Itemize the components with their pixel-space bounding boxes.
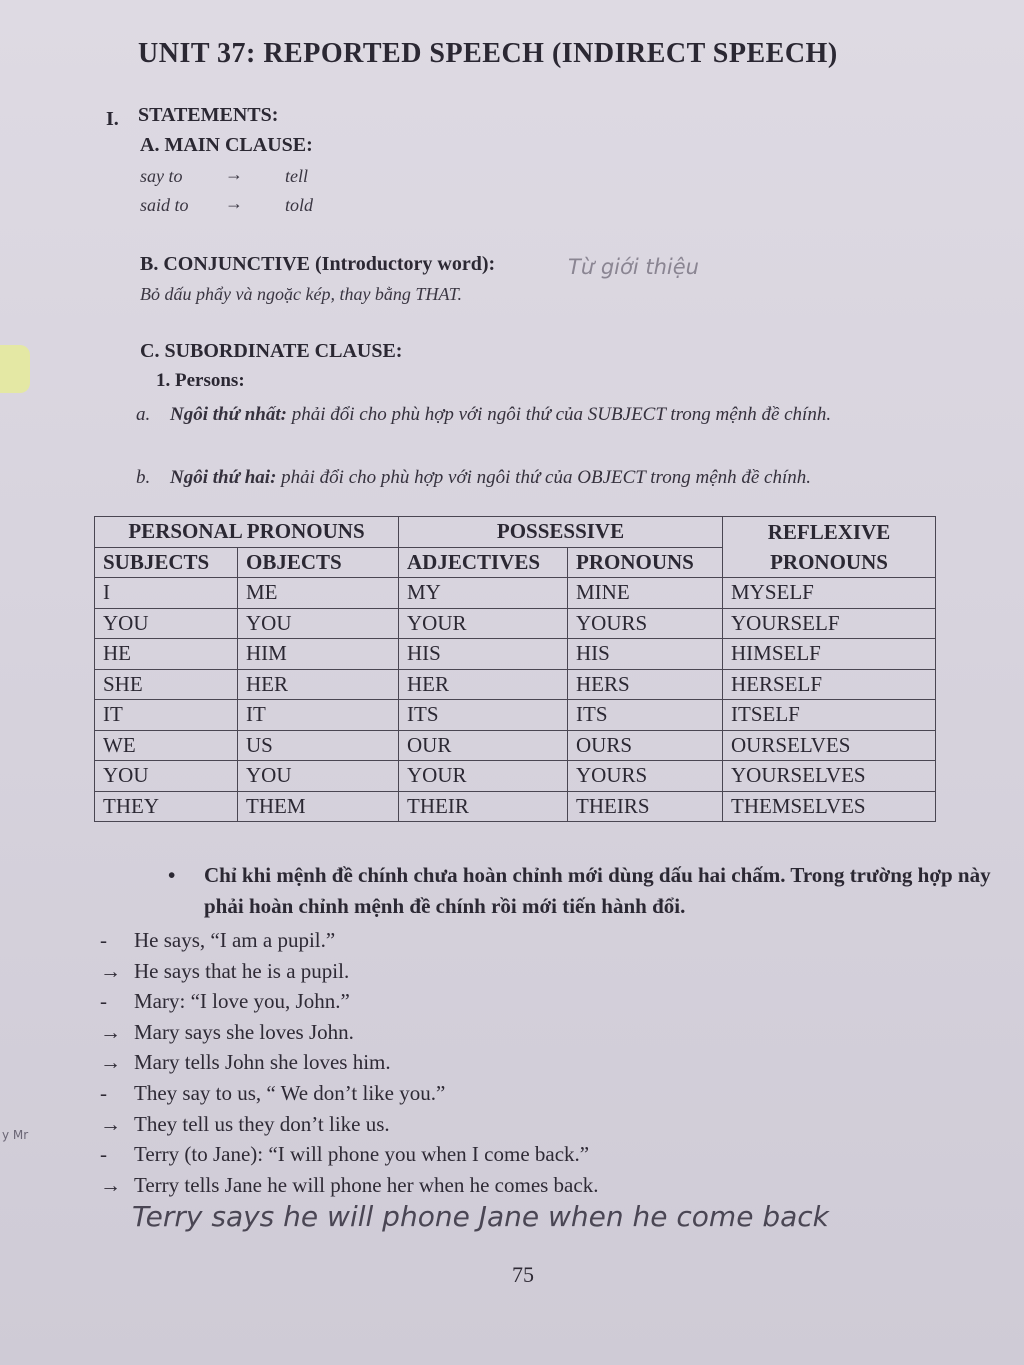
example-line xyxy=(100,959,349,984)
header-reflexive-pronouns: REFLEXIVE PRONOUNS xyxy=(723,517,936,578)
arrow-icon: → xyxy=(225,193,243,213)
subject-cell: WE xyxy=(95,730,238,761)
table-row xyxy=(95,791,936,822)
reflexive-cell: YOURSELVES xyxy=(723,761,936,792)
reflexive-cell: YOURSELF xyxy=(723,608,936,639)
reflexive-cell: OURSELVES xyxy=(723,730,936,761)
table-row xyxy=(95,578,936,609)
example-text: Terry tells Jane he will phone her when he comes back. xyxy=(134,1172,599,1197)
possessive-adjective-cell: YOUR xyxy=(399,761,568,792)
rule-text: phải đổi cho phù hợp với ngôi thứ của SUBJECT trong mệnh đề chính. xyxy=(291,404,832,425)
object-cell: YOU xyxy=(238,761,399,792)
rule-text: phải đổi cho phù hợp với ngôi thứ của OBJECT trong mệnh đề chính. xyxy=(281,467,812,488)
pronoun-table xyxy=(94,516,936,822)
example-text: Mary says she loves John. xyxy=(134,1019,354,1044)
rule-marker: b. xyxy=(136,467,151,488)
margin-note: y Mr xyxy=(2,1128,29,1142)
arrow-icon: → xyxy=(100,1050,121,1075)
bullet-text: Chỉ khi mệnh đề chính chưa hoàn chỉnh mới dùng dấu hai chấm. Trong trường hợp này phải hoàn chỉnh mệnh đề chính rồi mới tiến hành đổi. xyxy=(204,863,991,918)
arrow-icon: → xyxy=(100,958,121,983)
rule-marker: a. xyxy=(136,404,151,425)
reflexive-cell: ITSELF xyxy=(723,700,936,731)
example-text: He says, “I am a pupil.” xyxy=(134,928,336,952)
conjunctive-heading: B. CONJUNCTIVE (Introductory word): xyxy=(140,253,496,275)
object-cell: HER xyxy=(238,669,399,700)
table-row xyxy=(95,700,936,731)
reflexive-cell: THEMSELVES xyxy=(723,791,936,822)
header-pronouns: PRONOUNS xyxy=(568,547,723,578)
header-possessive: POSSESSIVE xyxy=(399,517,723,548)
table-row xyxy=(95,730,936,761)
possessive-pronoun-cell: ITS xyxy=(568,700,723,731)
possessive-pronoun-cell: HIS xyxy=(568,639,723,670)
handwritten-note: Từ giới thiệu xyxy=(568,255,699,279)
header-subjects: SUBJECTS xyxy=(95,547,238,578)
example-text: They say to us, “ We don’t like you.” xyxy=(134,1081,446,1105)
example-line xyxy=(100,1173,598,1198)
possessive-adjective-cell: HIS xyxy=(399,639,568,670)
object-cell: THEM xyxy=(238,791,399,822)
arrow-icon: → xyxy=(100,1019,121,1044)
possessive-adjective-cell: HER xyxy=(399,669,568,700)
section-heading-statements: STATEMENTS: xyxy=(138,104,279,126)
handwritten-answer: Terry says he will phone Jane when he come back xyxy=(132,1200,829,1233)
possessive-pronoun-cell: HERS xyxy=(568,669,723,700)
subordinate-heading: C. SUBORDINATE CLAUSE: xyxy=(140,340,403,362)
subject-cell: SHE xyxy=(95,669,238,700)
possessive-adjective-cell: THEIR xyxy=(399,791,568,822)
example-text: Terry (to Jane): “I will phone you when I come back.” xyxy=(134,1142,590,1167)
dash-marker: - xyxy=(100,989,107,1014)
persons-heading: 1. Persons: xyxy=(156,370,245,391)
dash-marker: - xyxy=(100,1081,107,1105)
subject-cell: YOU xyxy=(95,608,238,639)
object-cell: ME xyxy=(238,578,399,609)
rule-label: Ngôi thứ nhất: xyxy=(170,404,287,425)
arrow-icon: → xyxy=(225,164,243,184)
section-number: I. xyxy=(106,108,119,130)
example-line xyxy=(100,1020,354,1045)
possessive-adjective-cell: MY xyxy=(399,578,568,609)
example-line xyxy=(100,1142,589,1167)
table-group-header-row xyxy=(95,517,936,548)
table-row xyxy=(95,608,936,639)
main-clause-to-1: tell xyxy=(285,166,308,186)
subject-cell: IT xyxy=(95,700,238,731)
example-text: Mary tells John she loves him. xyxy=(134,1050,391,1075)
subject-cell: I xyxy=(95,578,238,609)
header-adjectives: ADJECTIVES xyxy=(399,547,568,578)
highlighter-mark xyxy=(0,345,30,393)
table-row xyxy=(95,639,936,670)
main-clause-from-2: said to xyxy=(140,195,189,215)
possessive-pronoun-cell: THEIRS xyxy=(568,791,723,822)
possessive-pronoun-cell: MINE xyxy=(568,578,723,609)
example-text: Mary: “I love you, John.” xyxy=(134,989,350,1014)
possessive-pronoun-cell: OURS xyxy=(568,730,723,761)
main-clause-heading: A. MAIN CLAUSE: xyxy=(140,134,313,156)
example-line xyxy=(100,1081,445,1106)
subject-cell: HE xyxy=(95,639,238,670)
rule-label: Ngôi thứ hai: xyxy=(170,467,277,488)
possessive-adjective-cell: YOUR xyxy=(399,608,568,639)
table-body xyxy=(95,578,936,822)
subject-cell: YOU xyxy=(95,761,238,792)
dash-marker: - xyxy=(100,928,107,952)
dash-marker: - xyxy=(100,1142,107,1167)
example-line xyxy=(100,989,350,1014)
subject-cell: THEY xyxy=(95,791,238,822)
example-line xyxy=(100,928,335,953)
main-clause-to-2: told xyxy=(285,195,314,215)
possessive-pronoun-cell: YOURS xyxy=(568,761,723,792)
page-number: 75 xyxy=(512,1262,534,1287)
reflexive-cell: HIMSELF xyxy=(723,639,936,670)
conjunctive-text: Bỏ dấu phẩy và ngoặc kép, thay bằng THAT. xyxy=(140,284,462,304)
possessive-pronoun-cell: YOURS xyxy=(568,608,723,639)
example-line xyxy=(100,1112,390,1137)
example-text: He says that he is a pupil. xyxy=(134,958,350,983)
reflexive-cell: HERSELF xyxy=(723,669,936,700)
bullet-icon: • xyxy=(168,863,176,887)
possessive-adjective-cell: OUR xyxy=(399,730,568,761)
main-clause-from-1: say to xyxy=(140,166,183,186)
header-objects: OBJECTS xyxy=(238,547,399,578)
page-title: UNIT 37: REPORTED SPEECH (INDIRECT SPEECH) xyxy=(138,38,838,69)
table-row xyxy=(95,761,936,792)
arrow-icon: → xyxy=(100,1172,121,1197)
object-cell: US xyxy=(238,730,399,761)
header-personal-pronouns: PERSONAL PRONOUNS xyxy=(95,517,399,548)
example-line xyxy=(100,1050,391,1075)
possessive-adjective-cell: ITS xyxy=(399,700,568,731)
object-cell: IT xyxy=(238,700,399,731)
object-cell: HIM xyxy=(238,639,399,670)
reflexive-cell: MYSELF xyxy=(723,578,936,609)
arrow-icon: → xyxy=(100,1111,121,1136)
example-text: They tell us they don’t like us. xyxy=(134,1111,390,1136)
object-cell: YOU xyxy=(238,608,399,639)
table-row xyxy=(95,669,936,700)
